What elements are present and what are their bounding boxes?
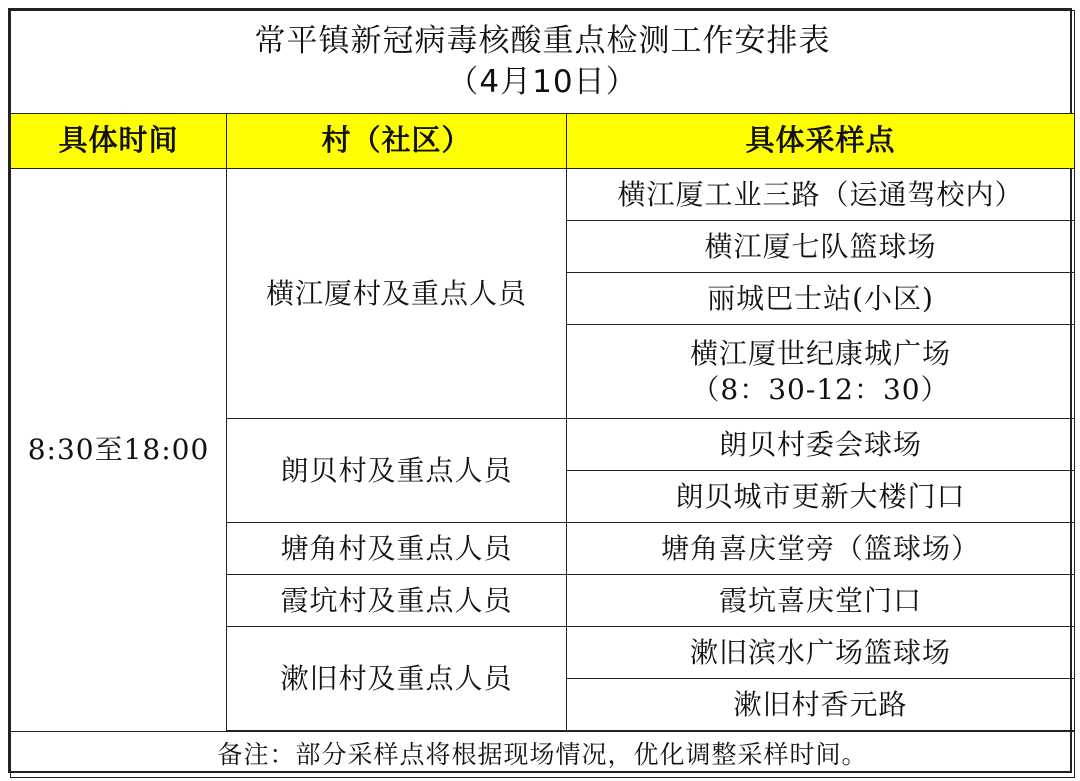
schedule-sheet: [8, 8, 1072, 773]
site-cell: 朗贝城市更新大楼门口: [567, 471, 1075, 523]
site-cell: 漱旧村香元路: [567, 679, 1075, 731]
header-site: 具体采样点: [567, 114, 1075, 169]
header-time: 具体时间: [11, 114, 227, 169]
site-cell: 漱旧滨水广场篮球场: [567, 627, 1075, 679]
site-cell: 横江厦工业三路（运通驾校内）: [567, 169, 1075, 221]
site-time-note: （8：30-12：30）: [691, 372, 950, 406]
title-row: [11, 11, 1075, 114]
site-cell: [567, 325, 1075, 419]
time-cell: 8:30至18:00: [11, 169, 227, 732]
table-title: [11, 11, 1075, 114]
table-row: [11, 169, 1075, 221]
site-cell: 塘角喜庆堂旁（篮球场）: [567, 523, 1075, 575]
title-line-1: 常平镇新冠病毒核酸重点检测工作安排表: [254, 23, 831, 60]
village-cell: 横江厦村及重点人员: [227, 169, 567, 419]
site-cell: 横江厦七队篮球场: [567, 221, 1075, 273]
site-name: 横江厦世纪康城广场: [690, 336, 952, 370]
site-cell: 丽城巴士站(小区): [567, 273, 1075, 325]
village-cell: 朗贝村及重点人员: [227, 419, 567, 523]
village-cell: 塘角村及重点人员: [227, 523, 567, 575]
site-cell: 霞坑喜庆堂门口: [567, 575, 1075, 627]
title-line-2: （4月10日）: [447, 64, 638, 100]
site-cell: 朗贝村委会球场: [567, 419, 1075, 471]
village-cell: 漱旧村及重点人员: [227, 627, 567, 731]
note-cell: 备注：部分采样点将根据现场情况，优化调整采样时间。: [11, 732, 1075, 778]
header-village: 村（社区）: [227, 114, 567, 169]
village-cell: 霞坑村及重点人员: [227, 575, 567, 627]
header-row: [11, 114, 1075, 169]
note-row: [11, 732, 1075, 778]
schedule-table: [10, 10, 1075, 778]
